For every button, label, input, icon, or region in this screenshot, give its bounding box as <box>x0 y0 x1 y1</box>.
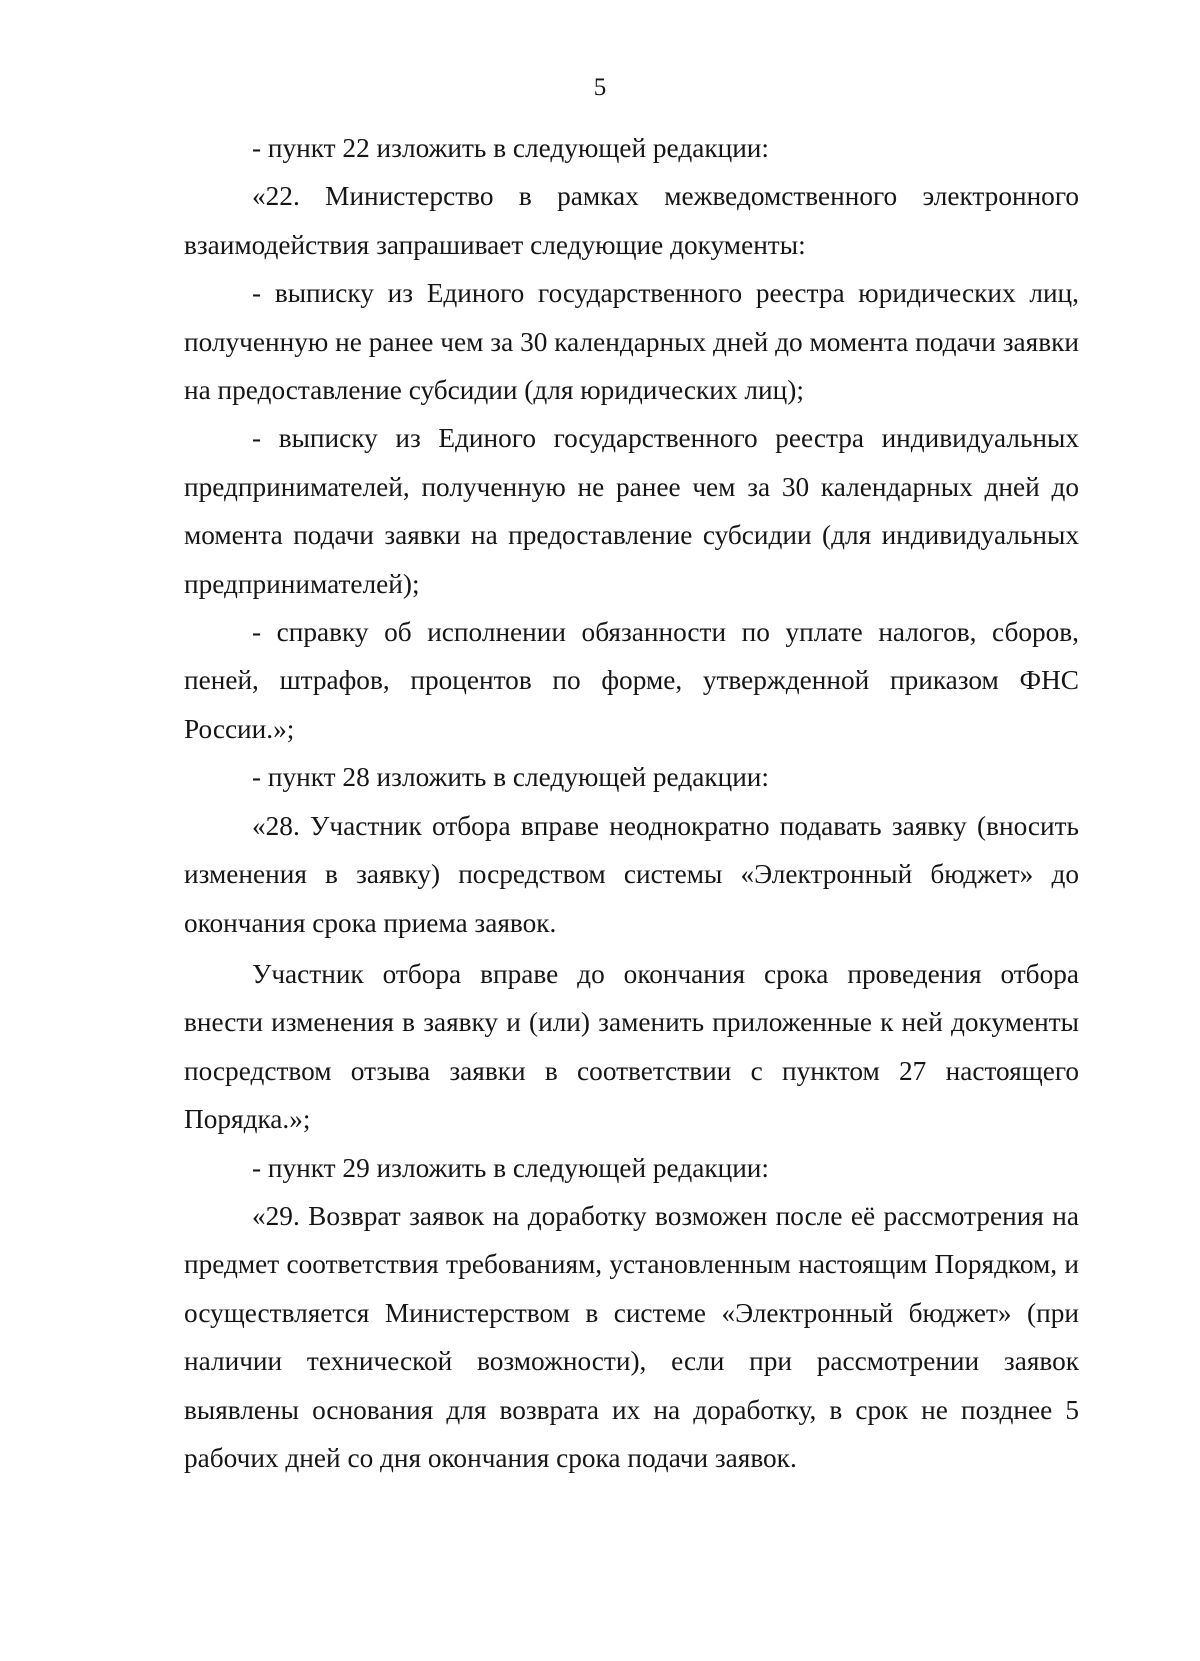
paragraph-item-22-intro: - пункт 22 изложить в следующей редакции: <box>252 133 769 163</box>
paragraph-item-28-changes: Участник отбора вправе до окончания срока проведения отбора внести изменения в заявку и (или) заменить приложенные к ней документы посредством отзыва заявки в соответствии с пунктом 27 настоящего Порядка.»; <box>184 958 1079 1135</box>
paragraph-tax-certificate: - справку об исполнении обязанности по уплате налогов, сборов, пеней, штрафов, процентов по форме, утвержденной приказом ФНС России.»; <box>184 617 1079 744</box>
paragraph-item-28-intro: - пункт 28 изложить в следующей редакции: <box>252 762 769 793</box>
paragraph-item-29-text: «29. Возврат заявок на доработку возможен после её рассмотрения на предмет соответствия требованиям, установленным настоящим Порядком, и осуществляется Министерством в системе «Электронный бюджет» (при наличии технической возможности), если при рассмотрении заявок выявлены основания для возврата их на доработку, в срок не позднее 5 рабочих дней со дня окончания срока подачи заявок. <box>184 1200 1079 1473</box>
paragraph-item-29-intro: - пункт 29 изложить в следующей редакции: <box>252 1152 769 1183</box>
paragraph-item-22-text: «22. Министерство в рамках межведомственного электронного взаимодействия запрашивает следующие документы: <box>184 181 1079 260</box>
paragraph-egrul-extract: - выписку из Единого государственного реестра юридических лиц, полученную не ранее чем за 30 календарных дней до момента подачи заявки на предоставление субсидии (для юридических лиц); <box>184 278 1079 406</box>
page-number: 5 <box>593 74 607 101</box>
document-body <box>184 124 1079 1482</box>
paragraph-item-28-text: «28. Участник отбора вправе неоднократно подавать заявку (вносить изменения в заявку) посредством системы «Электронный бюджет» до окончания срока приема заявок. <box>184 810 1079 938</box>
paragraph-egrip-extract: - выписку из Единого государственного реестра индивидуальных предпринимателей, полученную не ранее чем за 30 календарных дней до момента подачи заявки на предоставление субсидии (для индивидуальных предпринимателей); <box>184 423 1079 599</box>
